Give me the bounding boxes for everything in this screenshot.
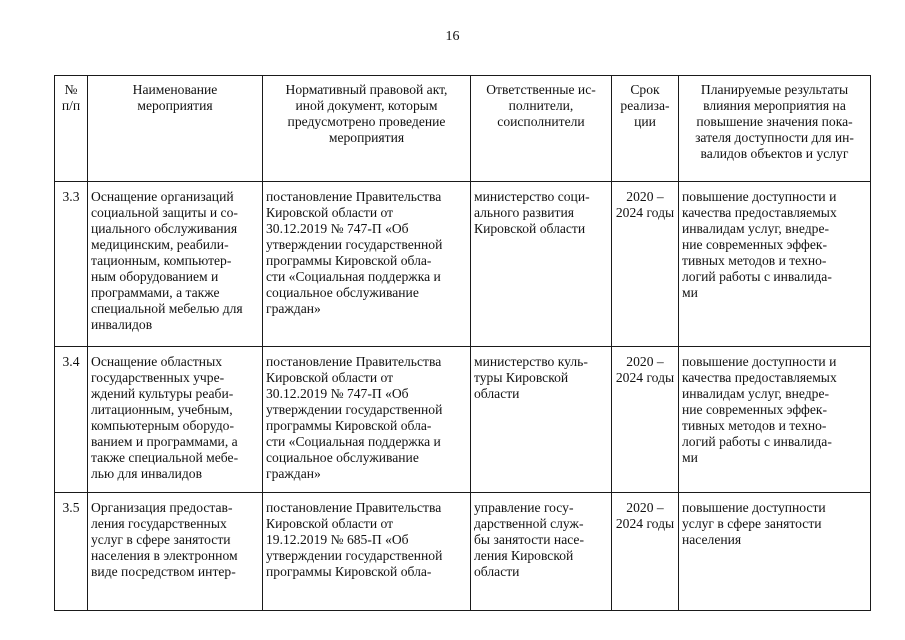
row-number: 3.3 xyxy=(55,182,88,347)
executors: управление госу- дарственной служ- бы занятости насе- ления Кировской области xyxy=(471,493,612,611)
legal-act: постановление Правительства Кировской области от 30.12.2019 № 747-П «Об утверждении государственной программы Кировской обла- сти «Социальная поддержка и социальное обслуживание граждан» xyxy=(263,182,471,347)
table-row xyxy=(55,347,871,493)
executors: министерство соци- ального развития Кировской области xyxy=(471,182,612,347)
table-row xyxy=(55,493,871,611)
header-term: Срок реализа- ции xyxy=(612,76,679,182)
row-number: 3.4 xyxy=(55,347,88,493)
measure-name: Оснащение областных государственных учре- ждений культуры реаби- литационным, учебным, компьютерным оборудо- ванием и программами, а также специальной мебе- лью для инвалидов xyxy=(88,347,263,493)
header-number: № п/п xyxy=(55,76,88,182)
header-measure-name: Наименование мероприятия xyxy=(88,76,263,182)
term: 2020 – 2024 годы xyxy=(612,347,679,493)
header-results: Планируемые результаты влияния мероприятия на повышение значения пока- зателя доступности для ин- валидов объектов и услуг xyxy=(679,76,871,182)
measures-table xyxy=(54,75,871,611)
planned-results: повышение доступности и качества предоставляемых инвалидам услуг, внедре- ние современных эффек- тивных методов и техно- логий работы с инвалида- ми xyxy=(679,182,871,347)
legal-act: постановление Правительства Кировской области от 19.12.2019 № 685-П «Об утверждении государственной программы Кировской обла- xyxy=(263,493,471,611)
measure-name: Оснащение организаций социальной защиты и со- циального обслуживания медицинским, реабили- тационным, компьютер- ным оборудованием и программами, а также специальной мебелью для инвалидов xyxy=(88,182,263,347)
term: 2020 – 2024 годы xyxy=(612,182,679,347)
executors: министерство куль- туры Кировской области xyxy=(471,347,612,493)
planned-results: повышение доступности и качества предоставляемых инвалидам услуг, внедре- ние современных эффек- тивных методов и техно- логий работы с инвалида- ми xyxy=(679,347,871,493)
planned-results: повышение доступности услуг в сфере занятости населения xyxy=(679,493,871,611)
row-number: 3.5 xyxy=(55,493,88,611)
header-legal-act: Нормативный правовой акт, иной документ, которым предусмотрено проведение мероприятия xyxy=(263,76,471,182)
table-header-row xyxy=(55,76,871,182)
legal-act: постановление Правительства Кировской области от 30.12.2019 № 747-П «Об утверждении государственной программы Кировской обла- сти «Социальная поддержка и социальное обслуживание граждан» xyxy=(263,347,471,493)
page-number: 16 xyxy=(445,29,460,44)
measure-name: Организация предостав- ления государственных услуг в сфере занятости населения в электронном виде посредством интер- xyxy=(88,493,263,611)
header-executors: Ответственные ис- полнители, соисполнители xyxy=(471,76,612,182)
table-row xyxy=(55,182,871,347)
term: 2020 – 2024 годы xyxy=(612,493,679,611)
